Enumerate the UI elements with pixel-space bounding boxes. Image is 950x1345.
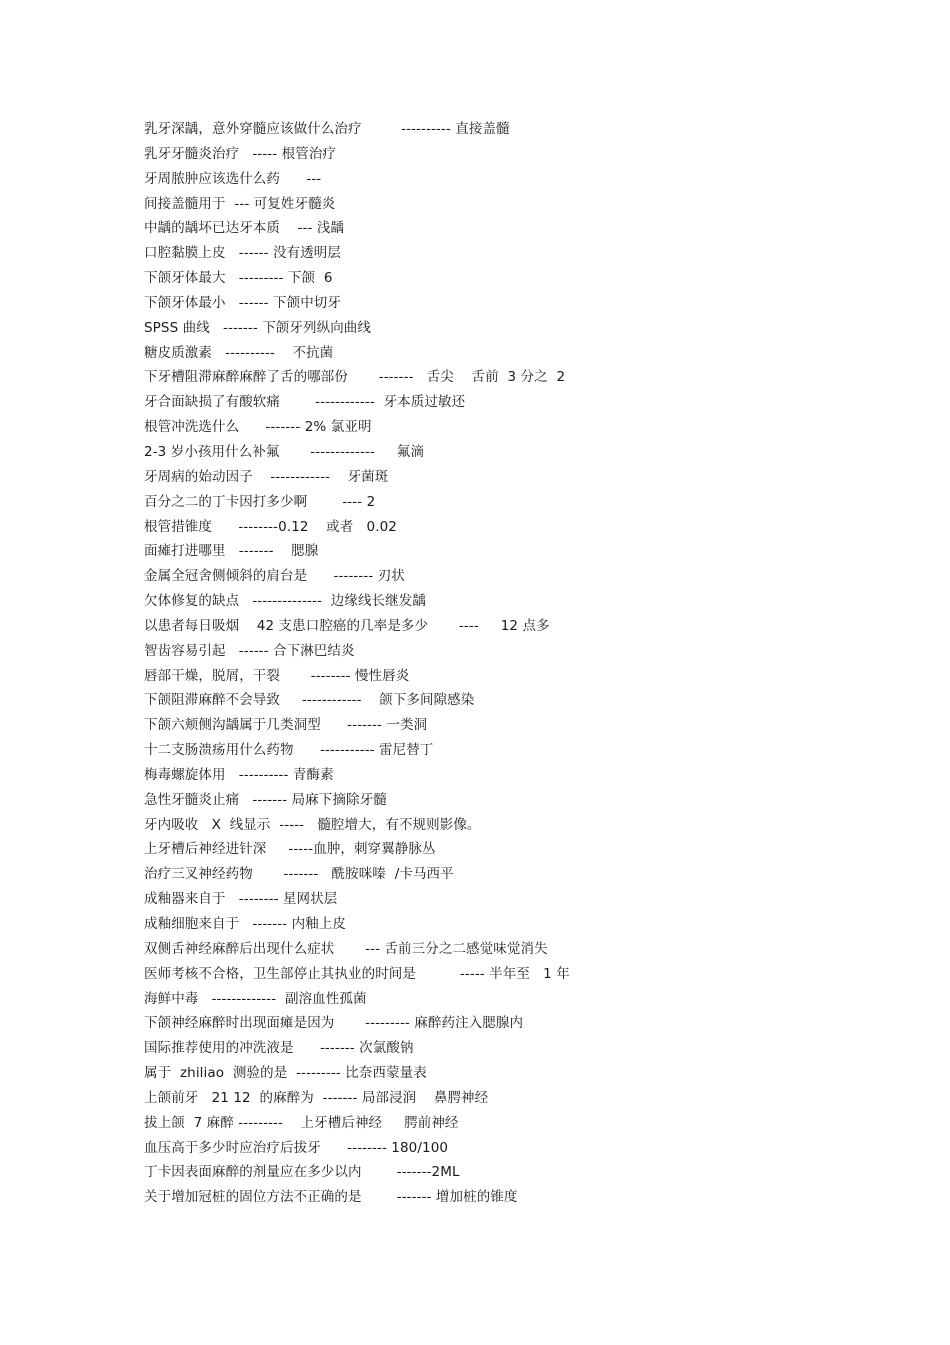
qa-line-36: 海鲜中毒 ------------- 副溶血性孤菌 bbox=[144, 990, 367, 1007]
qa-line-41: 拔上颌 7 麻醉 --------- 上牙槽后神经 腭前神经 bbox=[144, 1114, 459, 1131]
qa-line-27: 梅毒螺旋体用 ---------- 青酶素 bbox=[144, 766, 334, 783]
qa-line-17: 根管措锥度 --------0.12 或者 0.02 bbox=[144, 518, 397, 535]
qa-line-32: 成釉器来自于 -------- 星网状层 bbox=[144, 891, 338, 908]
qa-line-38: 国际推荐使用的冲洗液是 ------- 次氯酸钠 bbox=[144, 1040, 414, 1057]
qa-line-16: 百分之二的丁卡因打多少啊 ---- 2 bbox=[144, 493, 376, 510]
qa-line-39: 属于 zhiliao 测验的是 --------- 比奈西蒙量表 bbox=[144, 1065, 427, 1082]
qa-line-33: 成釉细胞来自于 ------- 内釉上皮 bbox=[144, 916, 346, 932]
qa-line-43: 丁卡因表面麻醉的剂量应在多少以内 -------2ML bbox=[144, 1164, 460, 1181]
qa-line-11: 下牙槽阻滞麻醉麻醉了舌的哪部份 ------- 舌尖 舌前 3 分之 2 bbox=[144, 369, 566, 386]
qa-line-35: 医师考核不合格，卫生部停止其执业的时间是 ----- 半年至 1 年 bbox=[144, 965, 570, 982]
qa-line-30: 上牙槽后神经进针深 -----血肿，刺穿翼静脉丛 bbox=[144, 841, 436, 858]
qa-line-3: 牙周脓肿应该选什么药 --- bbox=[144, 170, 322, 187]
qa-line-29: 牙内吸收 X 线显示 ----- 髓腔增大，有不规则影像。 bbox=[144, 816, 481, 833]
qa-line-31: 治疗三叉神经药物 ------- 酰胺咪嗪 /卡马西平 bbox=[144, 866, 454, 883]
qa-line-24: 下颌阻滞麻醉不会导致 ------------ 颌下多间隙感染 bbox=[144, 692, 475, 709]
qa-line-1: 乳牙深龋，意外穿髓应该做什么治疗 ---------- 直接盖髓 bbox=[144, 121, 510, 137]
qa-line-23: 唇部干燥，脱屑，干裂 -------- 慢性唇炎 bbox=[144, 667, 410, 684]
qa-line-8: 下颌牙体最小 ------ 下颌中切牙 bbox=[144, 294, 341, 311]
qa-line-21: 以患者每日吸烟 42 支患口腔癌的几率是多少 ---- 12 点多 bbox=[144, 617, 550, 634]
qa-list bbox=[144, 118, 864, 1211]
qa-line-10: 糖皮质激素 ---------- 不抗菌 bbox=[144, 344, 334, 361]
qa-line-9: SPSS 曲线 ------- 下颌牙列纵向曲线 bbox=[144, 319, 372, 336]
qa-line-22: 智齿容易引起 ------ 合下淋巴结炎 bbox=[144, 642, 355, 659]
qa-line-40: 上颌前牙 21 12 的麻醉为 ------- 局部浸润 鼻腭神经 bbox=[144, 1089, 489, 1106]
qa-line-14: 2-3 岁小孩用什么补氟 ------------- 氟滴 bbox=[144, 443, 425, 460]
qa-line-44: 关于增加冠桩的固位方法不正确的是 ------- 增加桩的锥度 bbox=[144, 1189, 518, 1206]
qa-line-15: 牙周病的始动因子 ------------ 牙菌斑 bbox=[144, 468, 389, 485]
qa-line-4: 间接盖髓用于 --- 可复姓牙髓炎 bbox=[144, 195, 336, 212]
qa-line-7: 下颌牙体最大 --------- 下颌 6 bbox=[144, 270, 333, 287]
qa-line-28: 急性牙髓炎止痛 ------- 局麻下摘除牙髓 bbox=[144, 791, 387, 808]
qa-line-19: 金属全冠舍侧倾斜的肩台是 -------- 刃状 bbox=[144, 568, 405, 585]
qa-line-20: 欠体修复的缺点 -------------- 边缘线长继发龋 bbox=[144, 593, 426, 610]
qa-line-2: 乳牙牙髓炎治疗 ----- 根管治疗 bbox=[144, 145, 337, 162]
qa-line-13: 根管冲洗选什么 ------- 2% 氯亚明 bbox=[144, 419, 372, 436]
qa-line-42: 血压高于多少时应治疗后拔牙 -------- 180/100 bbox=[144, 1139, 449, 1156]
qa-line-18: 面瘫打进哪里 ------- 腮腺 bbox=[144, 543, 319, 560]
qa-line-6: 口腔黏膜上皮 ------ 没有透明层 bbox=[144, 245, 341, 262]
qa-line-34: 双侧舌神经麻醉后出现什么症状 --- 舌前三分之二感觉味觉消失 bbox=[144, 940, 548, 957]
qa-line-25: 下颌六颊侧沟龋属于几类洞型 ------- 一类洞 bbox=[144, 717, 428, 734]
qa-line-12: 牙合面缺损了有酸软痛 ------------ 牙本质过敏还 bbox=[144, 394, 466, 411]
qa-line-5: 中龋的龋坏已达牙本质 --- 浅龋 bbox=[144, 220, 345, 237]
qa-line-37: 下颌神经麻醉时出现面瘫是因为 --------- 麻醉药注入腮腺内 bbox=[144, 1015, 524, 1032]
qa-line-26: 十二支肠溃疡用什么药物 ----------- 雷尼替丁 bbox=[144, 742, 434, 759]
